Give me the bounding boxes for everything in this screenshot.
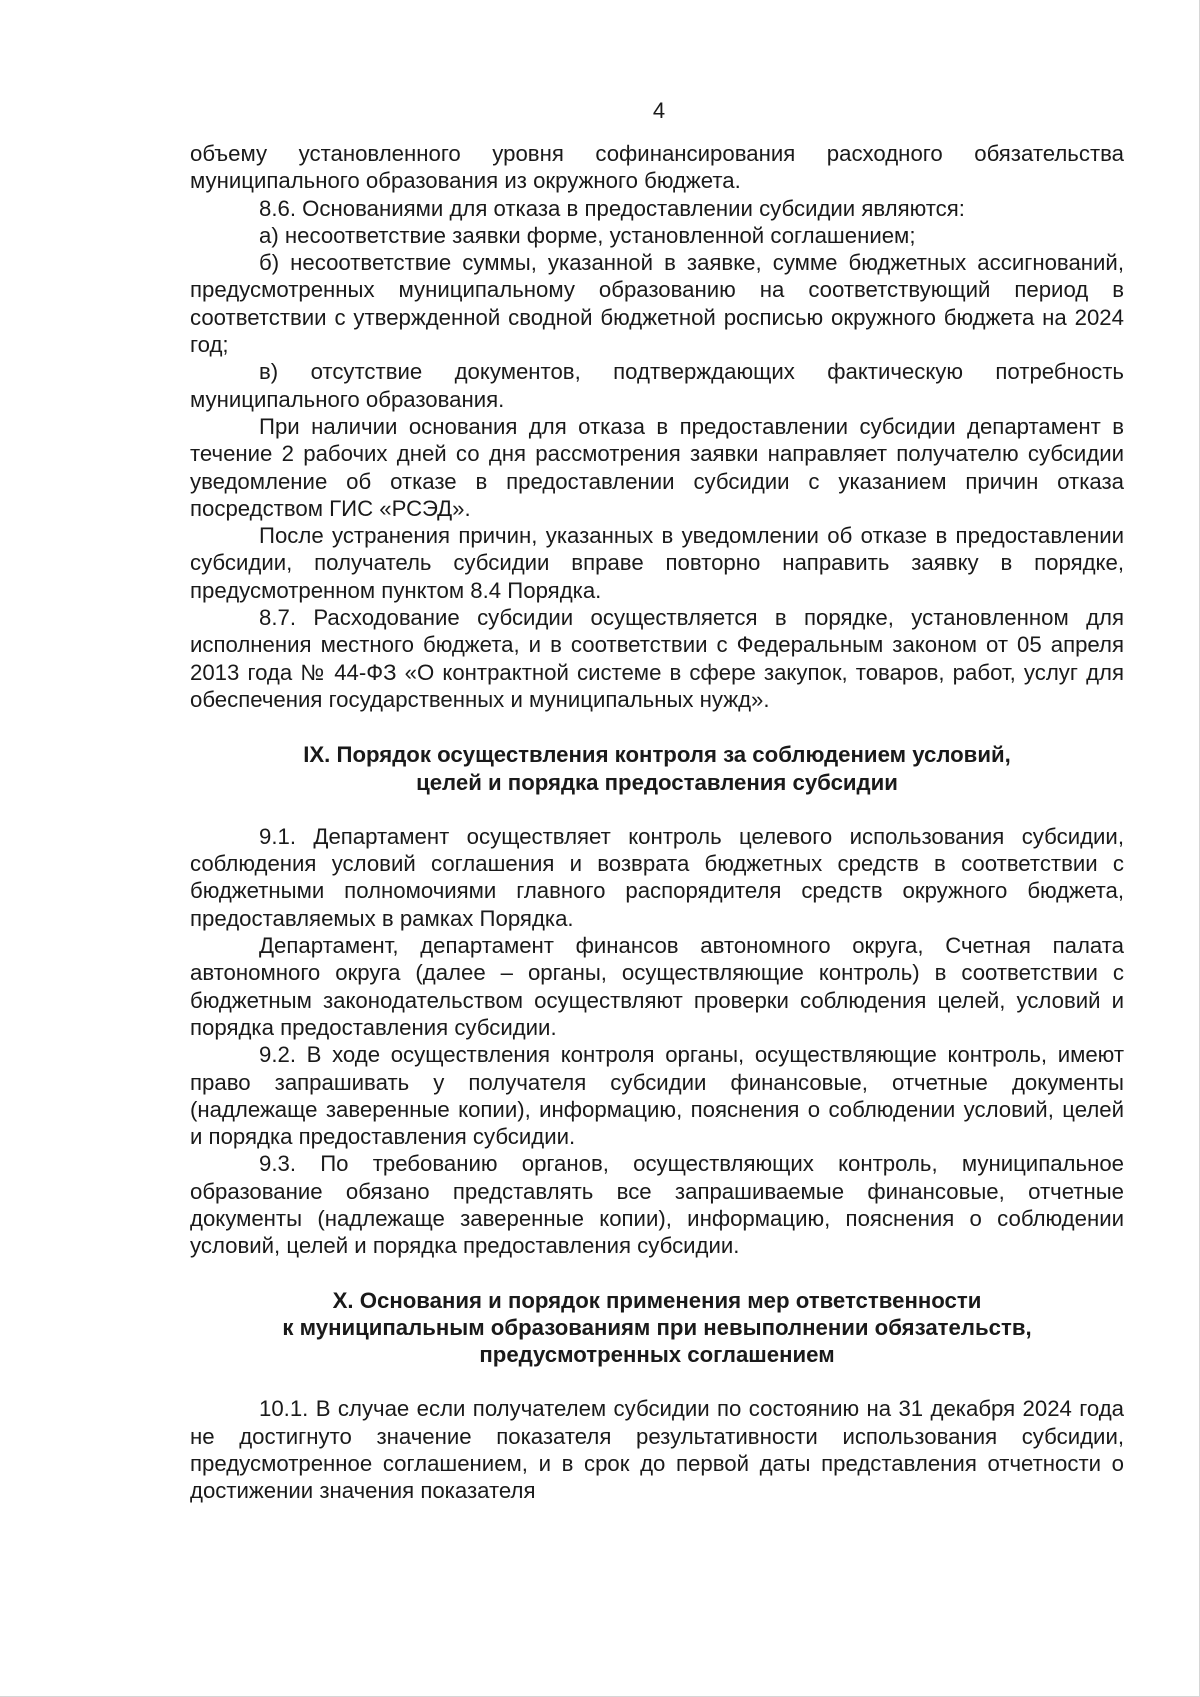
- paragraph-refusal-notice: При наличии основания для отказа в предоставлении субсидии департамент в течение 2 рабочих дней со дня рассмотрения заявки направляет получателю субсидии уведомление об отказе в предоставлении субсидии с указанием причин отказа посредством ГИС «РСЭД».: [190, 413, 1124, 521]
- paragraph-10-1: 10.1. В случае если получателем субсидии по состоянию на 31 декабря 2024 года не достигнуто значение показателя результативности использования субсидии, предусмотренное соглашением, и в срок до первой даты представления отчетности о достижении значения показателя: [190, 1396, 1124, 1504]
- paragraph-8-6-b: б) несоответствие суммы, указанной в заявке, сумме бюджетных ассигнований, предусмотренных муниципальному образованию на соответствующий период в соответствии с утвержденной сводной бюджетной росписью окружного бюджета на 2024 год;: [190, 250, 1124, 358]
- paragraph-control-bodies: Департамент, департамент финансов автономного округа, Счетная палата автономного округа (далее – органы, осуществляющие контроль) в соответствии с бюджетным законодательством осуществляют проверки соблюдения целей, условий и порядка предоставления субсидии.: [190, 933, 1124, 1040]
- paragraph-continuation: объему установленного уровня софинансирования расходного обязательства муниципального образования из окружного бюджета.: [190, 141, 1124, 194]
- section-9-heading-line-2: целей и порядка предоставления субсидии: [416, 769, 898, 795]
- paragraph-9-3: 9.3. По требованию органов, осуществляющих контроль, муниципальное образование обязано представлять все запрашиваемые финансовые, отчетные документы (надлежаще заверенные копии), информацию, пояснения о соблюдении условий, целей и порядка предоставления субсидии.: [190, 1151, 1124, 1259]
- document-body: [190, 140, 1124, 1505]
- section-9-heading-line-1: IX. Порядок осуществления контроля за соблюдением условий,: [303, 742, 1011, 768]
- section-10-heading: [190, 1287, 1124, 1369]
- paragraph-resubmission: После устранения причин, указанных в уведомлении об отказе в предоставлении субсидии, получатель субсидии вправе повторно направить заявку в порядке, предусмотренном пунктом 8.4 Порядка.: [190, 523, 1124, 603]
- paragraph-9-1: 9.1. Департамент осуществляет контроль целевого использования субсидии, соблюдения условий соглашения и возврата бюджетных средств в соответствии с бюджетными полномочиями главного распорядителя средств окружного бюджета, предоставляемых в рамках Порядка.: [190, 823, 1124, 931]
- section-10-heading-line-2: к муниципальным образованиям при невыполнении обязательств,: [282, 1314, 1032, 1340]
- paragraph-8-6-v: в) отсутствие документов, подтверждающих фактическую потребность муниципального образования.: [190, 359, 1124, 412]
- page-number: 4: [652, 98, 666, 123]
- section-10-heading-line-1: X. Основания и порядок применения мер ответственности: [332, 1287, 982, 1313]
- section-10-heading-line-3: предусмотренных соглашением: [479, 1342, 835, 1368]
- paragraph-8-7: 8.7. Расходование субсидии осуществляется в порядке, установленном для исполнения местного бюджета, и в соответствии с Федеральным законом от 05 апреля 2013 года № 44-ФЗ «О контрактной системе в сфере закупок, товаров, работ, услуг для обеспечения государственных и муниципальных нужд».: [190, 605, 1124, 712]
- paragraph-8-6: 8.6. Основаниями для отказа в предоставлении субсидии являются:: [259, 195, 965, 221]
- paragraph-8-6-a: а) несоответствие заявки форме, установленной соглашением;: [259, 222, 916, 248]
- section-9-heading: [190, 741, 1124, 796]
- paragraph-9-2: 9.2. В ходе осуществления контроля органы, осуществляющие контроль, имеют право запрашивать у получателя субсидии финансовые, отчетные документы (надлежаще заверенные копии), информацию, пояснения о соблюдении условий, целей и порядка предоставления субсидии.: [190, 1042, 1124, 1150]
